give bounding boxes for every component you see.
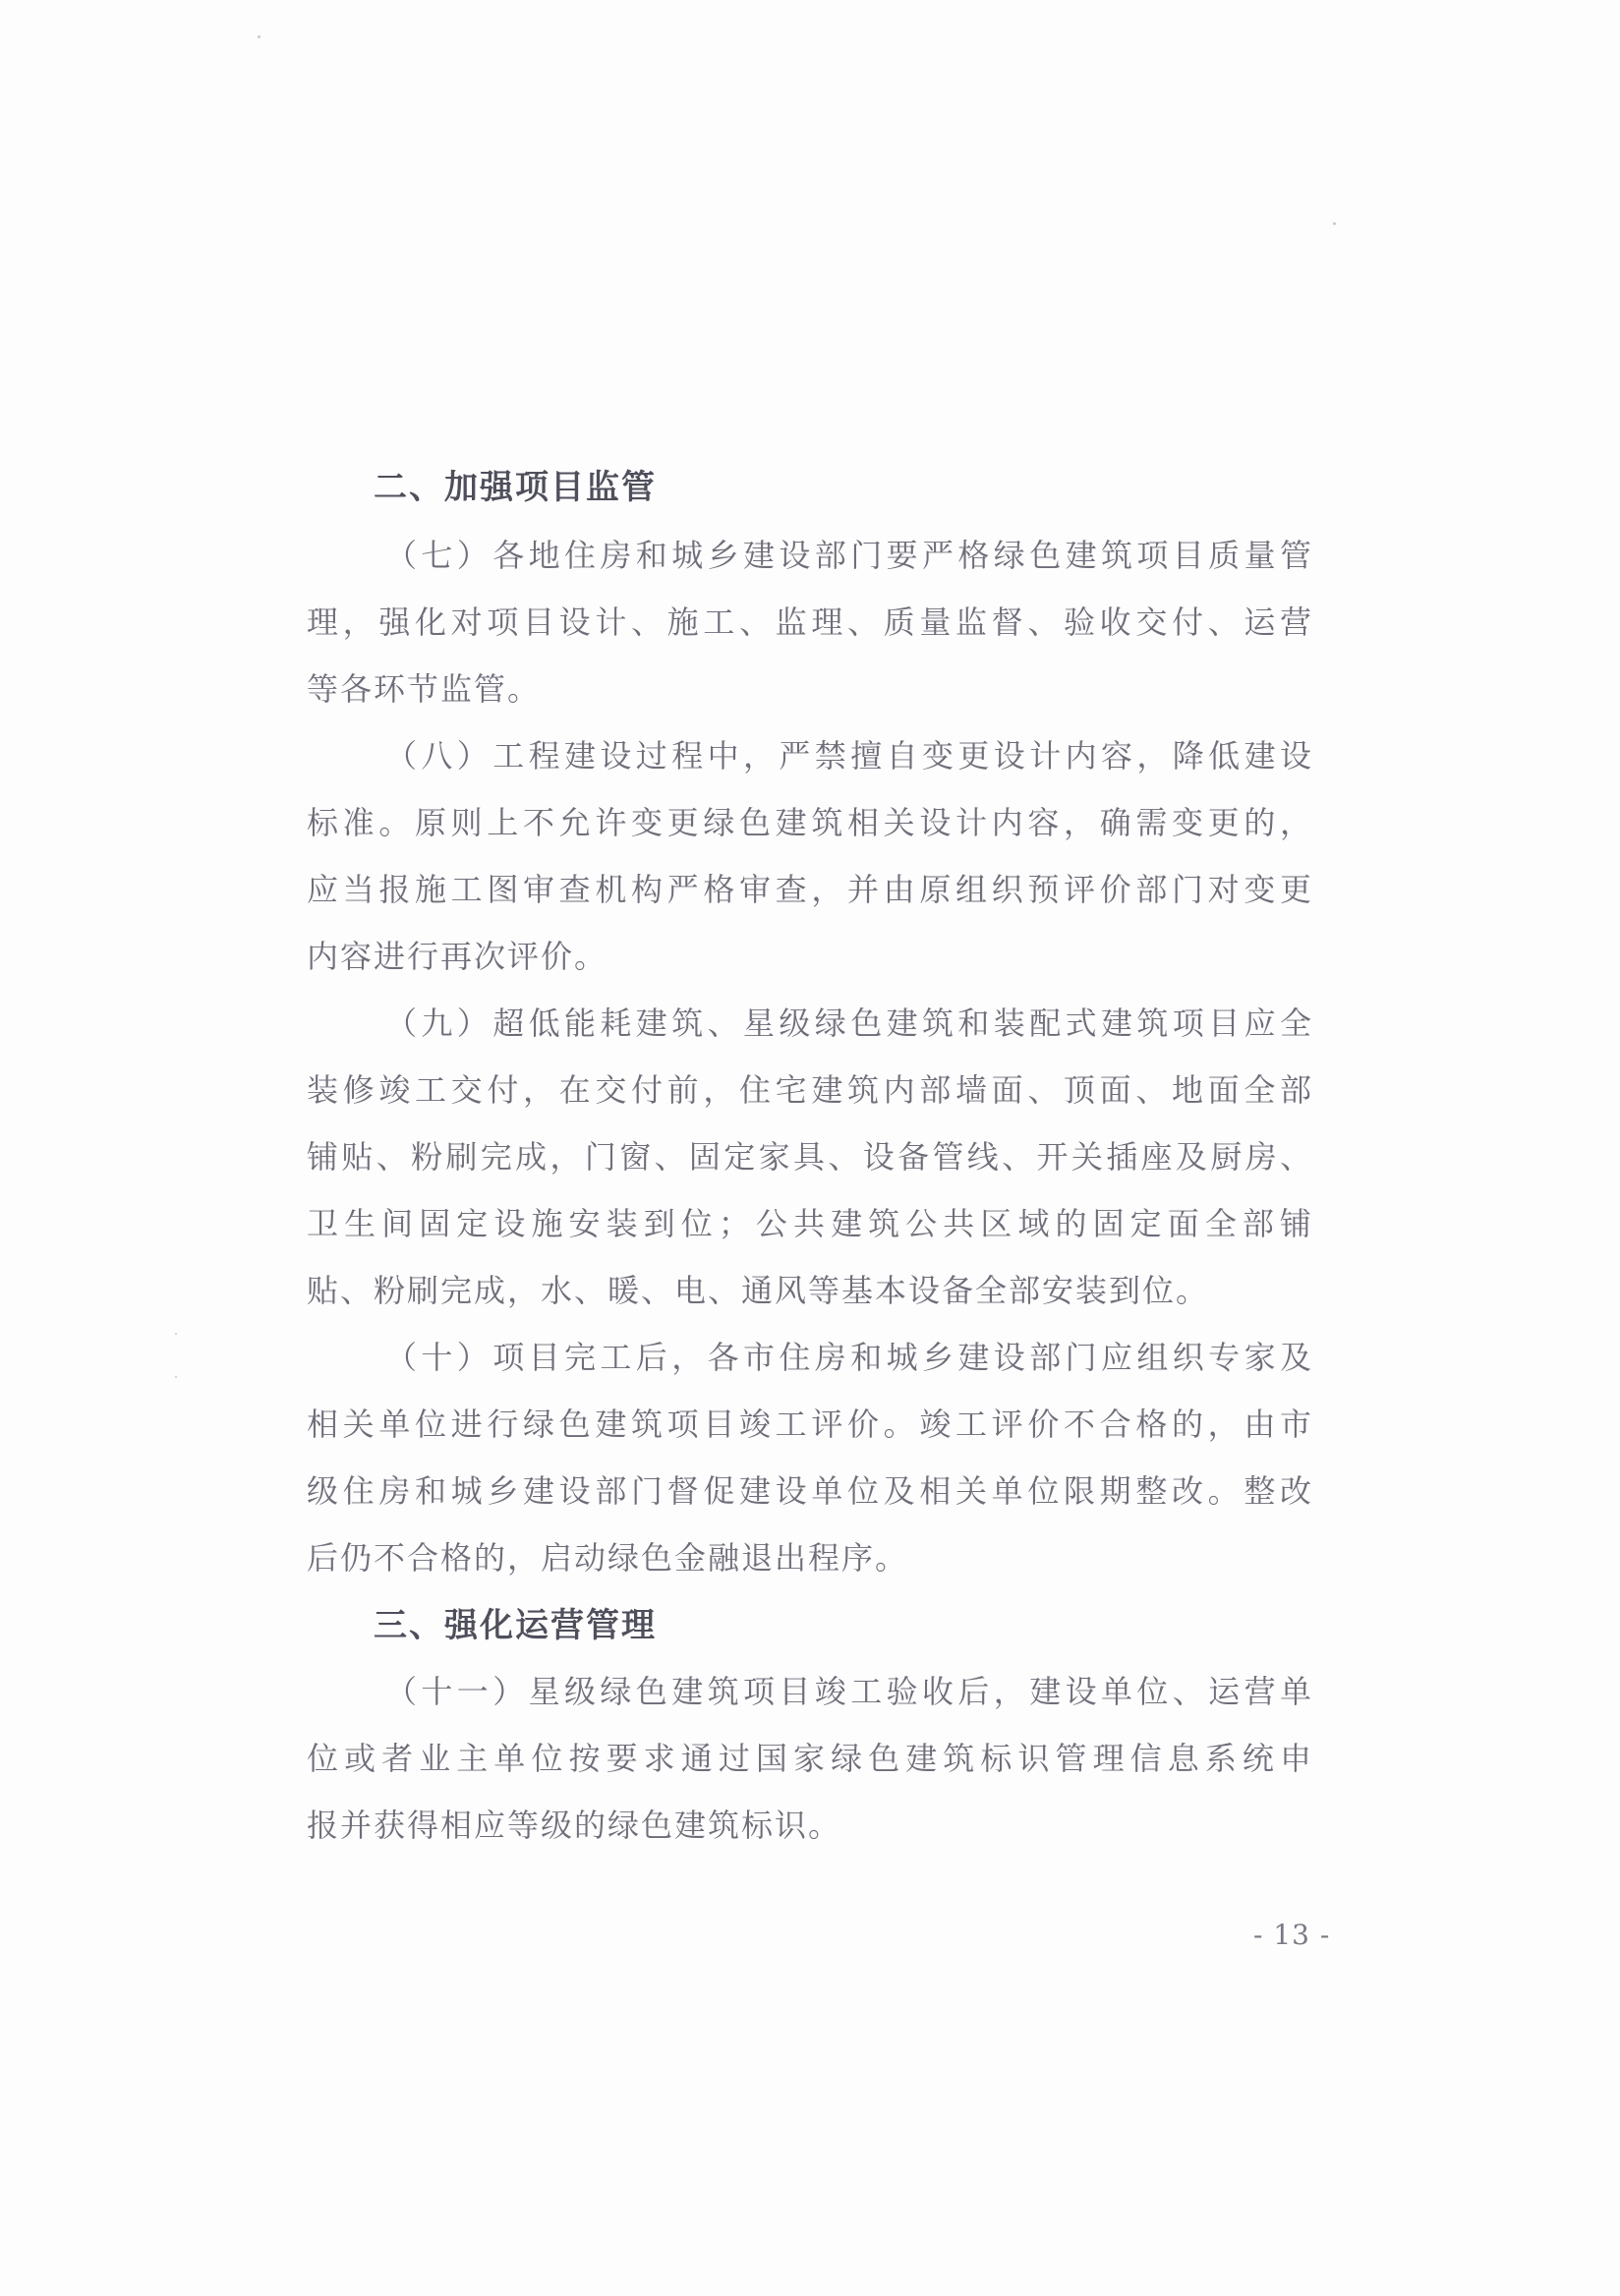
paragraph-line: 后仍不合格的，启动绿色金融退出程序。 <box>307 1539 909 1577</box>
scan-speck <box>175 1376 177 1378</box>
paragraph-line: 等各环节监管。 <box>307 670 542 708</box>
paragraph-line: （七）各地住房和城乡建设部门要严格绿色建筑项目质量管 <box>385 537 1313 574</box>
paragraph-line: 铺贴、粉刷完成，门窗、固定家具、设备管线、开关插座及厨房、 <box>307 1138 1313 1176</box>
paragraph-line: 应当报施工图审查机构严格审查，并由原组织预评价部门对变更 <box>307 871 1313 908</box>
paragraph-line: 报并获得相应等级的绿色建筑标识。 <box>307 1807 842 1844</box>
paragraph-line: 理，强化对项目设计、施工、监理、质量监督、验收交付、运营 <box>307 603 1313 641</box>
paragraph-line: （八）工程建设过程中，严禁擅自变更设计内容，降低建设 <box>385 737 1313 775</box>
paragraph-line: 标准。原则上不允许变更绿色建筑相关设计内容，确需变更的， <box>307 804 1313 841</box>
paragraph-line: （九）超低能耗建筑、星级绿色建筑和装配式建筑项目应全 <box>385 1004 1313 1042</box>
paragraph-line: 级住房和城乡建设部门督促建设单位及相关单位限期整改。整改 <box>307 1472 1313 1510</box>
paragraph-line: 装修竣工交付，在交付前，住宅建筑内部墙面、顶面、地面全部 <box>307 1071 1313 1109</box>
paragraph-line: （十一）星级绿色建筑项目竣工验收后，建设单位、运营单 <box>385 1673 1313 1710</box>
paragraph-line: 贴、粉刷完成，水、暖、电、通风等基本设备全部安装到位。 <box>307 1272 1210 1309</box>
paragraph-line: 位或者业主单位按要求通过国家绿色建筑标识管理信息系统申 <box>307 1740 1313 1777</box>
scan-speck <box>175 1333 177 1335</box>
section-heading-2: 二、加强项目监管 <box>374 468 657 507</box>
scan-speck <box>258 35 260 38</box>
paragraph-line: 内容进行再次评价。 <box>307 938 608 975</box>
section-heading-3: 三、强化运营管理 <box>374 1606 657 1645</box>
scan-speck <box>1333 222 1336 225</box>
paragraph-line: 卫生间固定设施安装到位；公共建筑公共区域的固定面全部铺 <box>307 1205 1313 1242</box>
paragraph-line: （十）项目完工后，各市住房和城乡建设部门应组织专家及 <box>385 1339 1313 1376</box>
page-number: - 13 - <box>1253 1919 1331 1951</box>
paragraph-line: 相关单位进行绿色建筑项目竣工评价。竣工评价不合格的，由市 <box>307 1406 1313 1443</box>
